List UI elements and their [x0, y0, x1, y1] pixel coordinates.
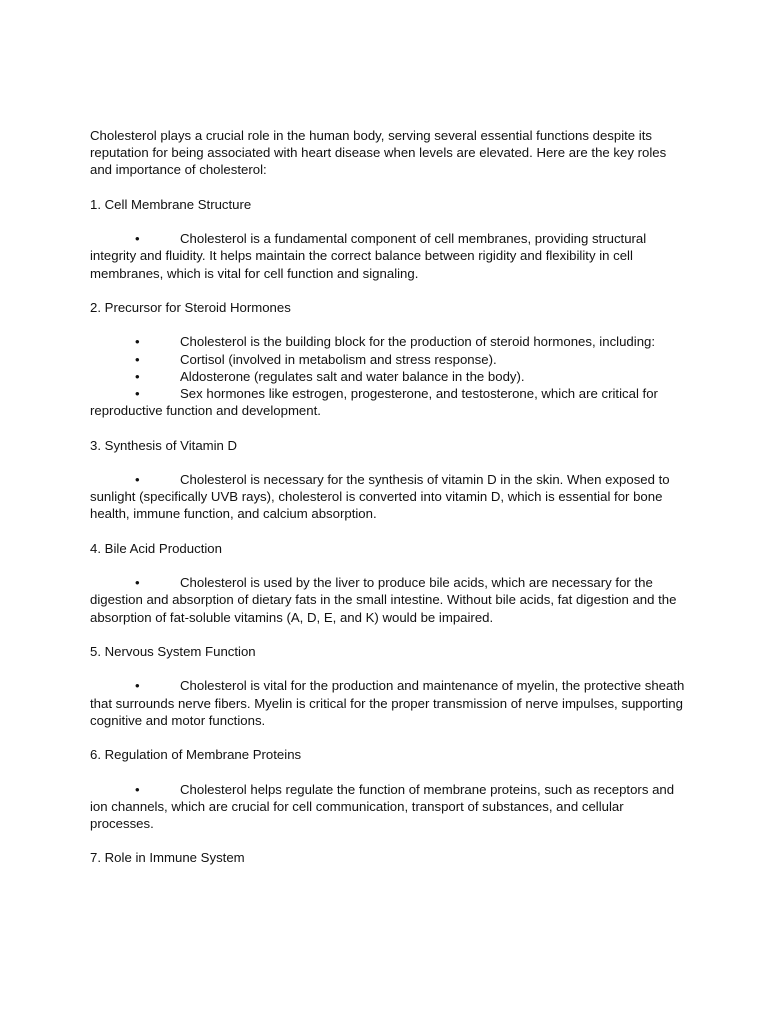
bullet-item [90, 385, 690, 419]
bullet-item [90, 351, 690, 368]
bullet-item [90, 471, 690, 523]
bullet-text: Cholesterol is necessary for the synthesis of vitamin D in the skin. When exposed to sunlight (specifically UVB rays), cholesterol is converted into vitamin D, which is essential for bone health, immune function, and calcium absorption. [90, 471, 670, 522]
bullet-marker: • [135, 351, 140, 367]
bullet-text: Cholesterol is the building block for the production of steroid hormones, including: [180, 334, 656, 350]
bullet-list [90, 677, 690, 729]
bullet-text: Cholesterol is used by the liver to produce bile acids, which are necessary for the digestion and absorption of dietary fats in the small intestine. Without bile acids, fat digestion and the absorption of fat-soluble vitamins (A, D, E, and K) would be impaired. [90, 575, 677, 625]
bullet-item [90, 781, 690, 833]
bullet-text: Aldosterone (regulates salt and water balance in the body). [180, 368, 525, 384]
bullet-marker: • [135, 471, 140, 487]
bullet-text: Cortisol (involved in metabolism and stress response). [180, 351, 497, 367]
section-heading: 6. Regulation of Membrane Proteins [90, 747, 302, 763]
section-heading: 2. Precursor for Steroid Hormones [90, 299, 291, 315]
bullet-list [90, 574, 690, 626]
bullet-item [90, 368, 690, 385]
bullet-marker: • [135, 231, 140, 247]
section-heading: 3. Synthesis of Vitamin D [90, 437, 238, 453]
document-page [90, 127, 690, 884]
bullet-text: Cholesterol is vital for the production and maintenance of myelin, the protective sheath that surrounds nerve fibers. Myelin is critical for the proper transmission of nerve impulses, supporting cognitive and motor functions. [90, 678, 685, 728]
section-heading: 4. Bile Acid Production [90, 540, 222, 556]
section-heading: 7. Role in Immune System [90, 850, 245, 866]
section-heading: 1. Cell Membrane Structure [90, 196, 252, 212]
bullet-marker: • [135, 575, 140, 591]
section-heading: 5. Nervous System Function [90, 643, 256, 659]
intro-paragraph: Cholesterol plays a crucial role in the human body, serving several essential functions despite its reputation for being associated with heart disease when levels are elevated. Here are the key roles and importance of cholesterol: [90, 128, 667, 178]
bullet-list [90, 230, 690, 282]
bullet-list [90, 333, 690, 419]
bullet-marker: • [135, 781, 140, 797]
bullet-marker: • [135, 678, 140, 694]
bullet-marker: • [135, 385, 140, 401]
bullet-text: Cholesterol helps regulate the function of membrane proteins, such as receptors and ion channels, which are crucial for cell communication, transport of substances, and cellular processes. [90, 781, 675, 831]
bullet-item [90, 333, 690, 350]
bullet-marker: • [135, 368, 140, 384]
bullet-text: Sex hormones like estrogen, progesterone, and testosterone, which are critical for reproductive function and development. [90, 385, 658, 419]
bullet-list [90, 471, 690, 523]
bullet-marker: • [135, 334, 140, 350]
bullet-item [90, 574, 690, 626]
bullet-item [90, 677, 690, 729]
bullet-text: Cholesterol is a fundamental component of cell membranes, providing structural integrity and fluidity. It helps maintain the correct balance between rigidity and flexibility in cell membranes, which is vital for cell function and signaling. [90, 231, 647, 281]
bullet-item [90, 230, 690, 282]
bullet-list [90, 781, 690, 833]
